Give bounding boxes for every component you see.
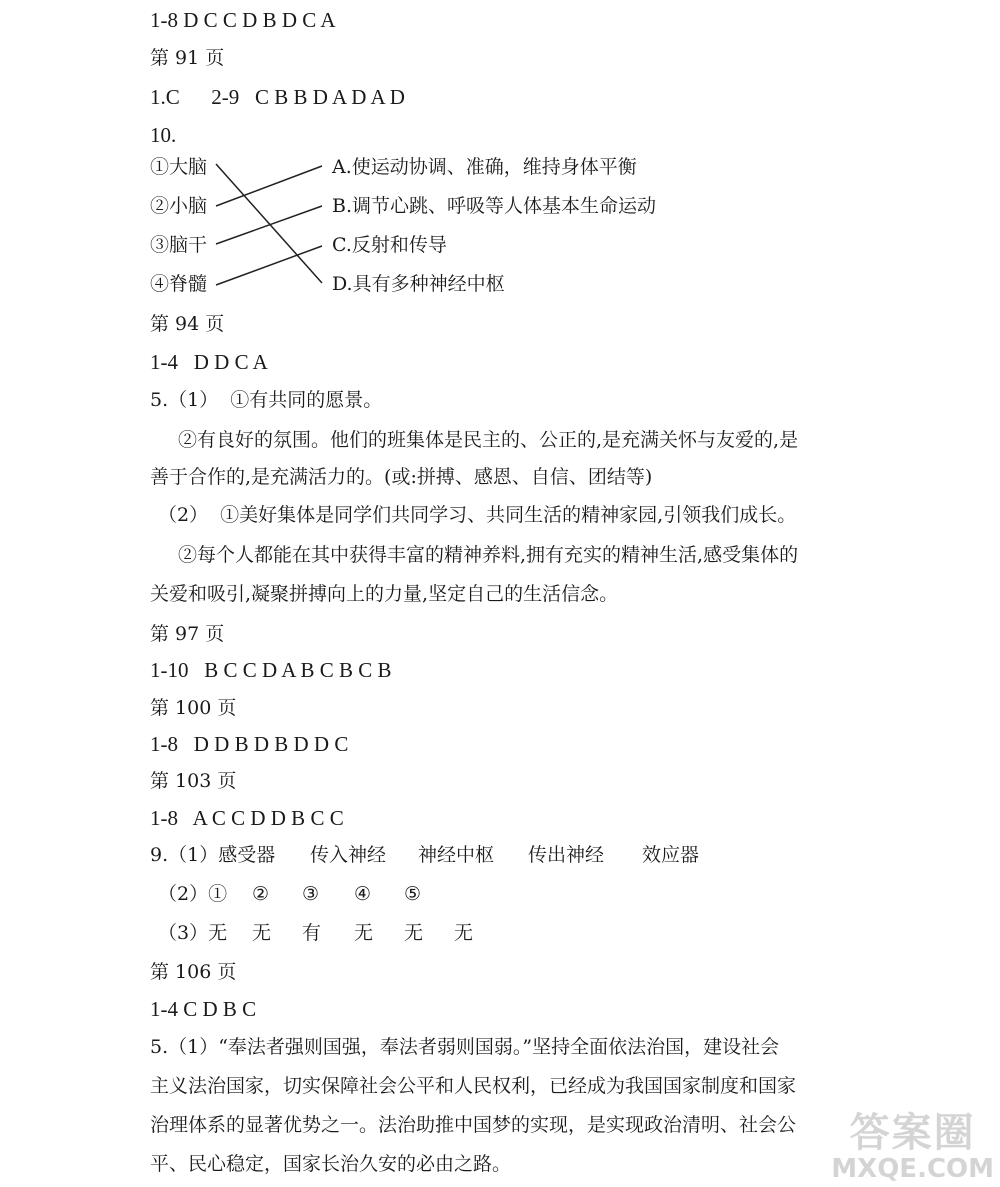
page-heading: 第 91 页: [150, 47, 225, 69]
page-heading: 第 106 页: [150, 961, 237, 983]
question-number: 10.: [150, 123, 177, 147]
answer-line: （2） ①美好集体是同学们共同学习、共同生活的精神家园,引领我们成长。: [158, 504, 797, 526]
match-right-item: D.具有多种神经中枢: [332, 273, 505, 295]
q9-cell: ③: [302, 883, 320, 905]
answer-line: ②每个人都能在其中获得丰富的精神养料,拥有充实的精神生活,感受集体的: [178, 544, 799, 566]
answer-line: 1.C 2-9 C B B D A D A D: [150, 85, 405, 109]
q9-cell: ④: [354, 883, 372, 905]
answer-line: 1-8 D D B D B D D C: [150, 732, 349, 756]
answer-line: 平、民心稳定，国家长治久安的必由之路。: [150, 1153, 512, 1175]
watermark-text: 答案圈: [849, 1110, 976, 1156]
q9-cell: 无: [354, 922, 374, 944]
match-line: [216, 206, 322, 244]
q9-cell: 有: [302, 922, 322, 944]
answer-line: 1-4 D D C A: [150, 350, 268, 374]
answer-line: 1-4 C D B C: [150, 997, 257, 1021]
q9-cell: 神经中枢: [418, 844, 495, 866]
answer-line: 5.（1） ①有共同的愿景。: [150, 389, 383, 411]
answer-line: 1-8 D C C D B D C A: [150, 8, 336, 32]
page-heading: 第 97 页: [150, 623, 225, 645]
answer-line: ②有良好的氛围。他们的班集体是民主的、公正的,是充满关怀与友爱的,是: [178, 429, 799, 451]
watermark-url: MXQE.COM: [831, 1154, 994, 1184]
q9-cell: 9.（1）感受器: [150, 844, 276, 866]
q9-cell: 效应器: [642, 844, 700, 866]
q9-cell: 传出神经: [528, 844, 605, 866]
q9-cell: （3）无: [158, 922, 228, 944]
q9-cell: 无: [404, 922, 424, 944]
match-left-item: ④脊髓: [150, 273, 208, 295]
page-heading: 第 100 页: [150, 697, 237, 719]
answer-line: 1-10 B C C D A B C B C B: [150, 658, 392, 682]
q9-cell: （2）①: [158, 883, 228, 905]
match-left-item: ②小脑: [150, 195, 208, 217]
match-left-item: ③脑干: [150, 234, 208, 256]
answer-line: 关爱和吸引,凝聚拼搏向上的力量,坚定自己的生活信念。: [150, 583, 619, 605]
answer-line: 5.（1）“奉法者强则国强，奉法者弱则国弱。”坚持全面依法治国，建设社会: [150, 1036, 780, 1058]
q9-cell: ②: [252, 883, 270, 905]
answer-line: 善于合作的,是充满活力的。(或:拼搏、感恩、自信、团结等): [150, 466, 653, 488]
answer-line: 主义法治国家，切实保障社会公平和人民权利，已经成为我国国家制度和国家: [150, 1075, 797, 1097]
page-heading: 第 103 页: [150, 770, 237, 792]
q9-cell: ⑤: [404, 883, 422, 905]
match-left-item: ①大脑: [150, 156, 208, 178]
q9-cell: 无: [252, 922, 272, 944]
q9-cell: 无: [454, 922, 474, 944]
answer-line: 治理体系的显著优势之一。法治助推中国梦的实现，是实现政治清明、社会公: [150, 1114, 797, 1136]
match-right-item: B.调节心跳、呼吸等人体基本生命运动: [332, 195, 657, 217]
match-right-item: C.反射和传导: [332, 234, 447, 256]
match-line: [216, 166, 322, 206]
q9-cell: 传入神经: [310, 844, 387, 866]
match-right-item: A.使运动协调、准确，维持身体平衡: [332, 156, 637, 178]
answer-line: 1-8 A C C D D B C C: [150, 806, 344, 830]
page-heading: 第 94 页: [150, 313, 225, 335]
watermark-logo: [831, 1111, 994, 1183]
